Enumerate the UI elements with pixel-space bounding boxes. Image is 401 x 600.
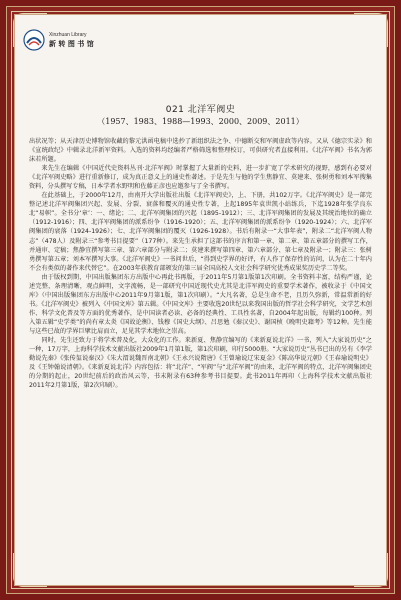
article-body: [29, 137, 372, 390]
paragraph: 同时，先生还致力于将学术普及化，大众化的工作。来新夏、焦静宜编写的《来新夏说北洋》一书，列入“大家说历史”之一种，17万字，上海科学技术文献出版社2009年1月第1版，第1次印刷，印行5000册。“大家说历史”丛书已出的另有《李学勤说先秦》《张传玺说秦汉》《朱大渭说魏晋南北朝》《王永兴说隋唐》《王曾瑜说辽宋夏金》《陈高华说元朝》《王春瑜说明史》及《王钟翰说清朝》。《来新夏说北洋》内容包括：将“北洋”、“军阀”与“北洋军阀”的由来，北洋军阀的特点，北洋军阀集团史的分期的起止，20世纪前后的政治风云等，书末附录有63种参考书目提要。此书2011年再印（上海科学技术文献出版社2011年2月第1版，第2次印刷）。: [29, 337, 372, 390]
paragraph: 来先生在编辑《中国近代史资料丛刊·北洋军阀》时掌握了大量新的史料，进一步扩宽了学术研究的视野，感到有必要对《北洋军阀史略》进行重新修订，成为真正意义上的通史性著述。于是先生与他的学生焦静宜、莫建来、张树勇和刘本军搜集资料，分头撰写专稿，日本学者水野明和佐藤正彦也应邀参与了全书撰写。: [29, 165, 372, 191]
paragraph: 由于版权到期，中国出版集团东方出版中心再此书再版，于2011年5月第1版第1次印刷。全书资料丰富，结构严谨，论述完整，条理清晰，观点鲜明，文字流畅，是一部研究中国近现代史尤其是北洋军阀史的重要学术著作，被收录于《中国文库》（中国出版集团东方出版中心2011年9月第1版，第1次印刷）。“大凡名著，总是生命不老，且历久弥新，常温常新的好书。《北洋军阀史》被列入《中国文库》第五辑。《中国文库》主要收选20世纪以来我国出版的哲学社会科学研究，文学艺术创作、科学文化普及等方面的优秀著作，是中国读者必读、必备的经典性、工具性名著，自2004年起出版，每辑约100种。列入第五辑“史学类”的尚有章太炎《国故论衡》、钱穆《国史大纲》、吕思勉《秦汉史》、谢国桢《晚明史籍考》等12种。先生能与这些已故的学界巨擘比肩而立，足见其学术地位之崇高。: [29, 273, 372, 335]
entry-title: 021 北洋军阀史: [165, 105, 236, 115]
entry-subtitle: （1957、1983、1988—1993、2000、2009、2011）: [97, 117, 304, 126]
logo-english-name: Xinzhuan Library: [49, 32, 87, 38]
logo-chinese-name: 新 转 图 书 馆: [49, 39, 94, 48]
paragraph: 在此基础上，于2000年12月，由南开大学出版社出版《北洋军阀史》，上、下册，共102万字。《北洋军阀史》是一部完整记述北洋军阀集团兴起、发展、分裂、衰落和覆灭的通史性专著，上起1895年袁世凯小站练兵，下迄1928年张学良东北“易帜”。全书分‘章’：一、绪论；二、北洋军阀集团的兴起（1895-1912）；三、北洋军阀集团的发展及其统治地位的确立（1912-1916）；四、北洋军阀集团的派系纷争（1916-1920）；五、北洋军阀集团的派系纷争（1920-1924）；六、北洋军阀集团的衰落（1924-1926）；七、北洋军阀集团的覆灭（1926-1928）。书后有附录一“大事年表”，附录二“北洋军阀人物志”（478人）及附录三“参考书目提要”（177种）。来先生承担了这部书的序言和第一章、第二章、第五章部分的撰写工作，并通审、定稿；焦静宜撰写第三章、第六章部分与附录二；莫建来撰写第四章、第六章部分、第七章及附录一；附录三：张树勇撰写第五章；刘本军撰写大事。《北洋军阀史》一书问世后，“得到史学界的好评，有人作了保存性的访问，认为在二十年内不会有类似的著作来代替它”。在2003年获教育部颁发的第三届全国高校人文社会科学研究优秀成果奖历史学二等奖。: [29, 192, 372, 272]
content-page: [14, 14, 387, 586]
library-logo-icon: [23, 29, 45, 51]
library-logo: [23, 25, 133, 55]
paragraph: 出状况等；从天津历史博物馆收藏的黎元洪函电稿中选抄了新组织法之争、中德断交和军阀虚政等内容。又从《德宗实录》和《宣统政纪》中辑录北洋新军资料。入选的资料均经编者严格筛选和整理校订，可供研究者直接利用。《北洋军阀》书名为郭沫若所题。: [29, 138, 372, 164]
